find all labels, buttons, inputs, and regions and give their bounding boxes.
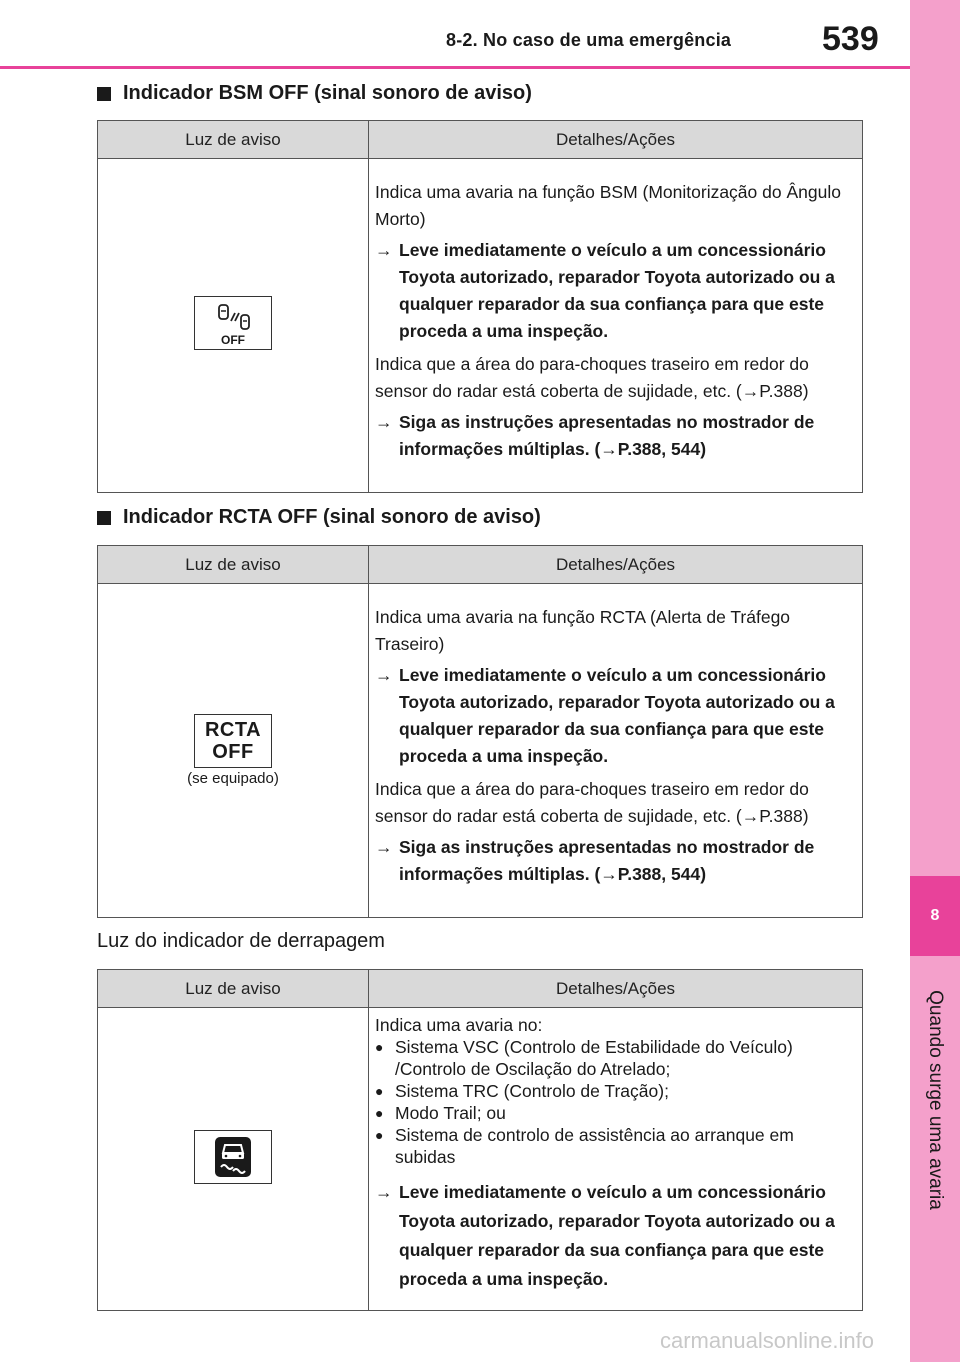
arrow-icon: → bbox=[375, 239, 393, 260]
slip-details-cell bbox=[369, 1008, 863, 1311]
bsm-action-1-text: Leve imediatamente o veículo a um concessionário Toyota autorizado, reparador Toyota autorizado ou a qualquer reparador da sua confiança para que este proceda a uma inspeção. bbox=[399, 239, 835, 341]
rcta-icon-caption: (se equipado) bbox=[187, 770, 279, 787]
arrow-icon: → bbox=[375, 411, 393, 432]
arrow-icon: → bbox=[375, 664, 393, 685]
square-bullet-icon bbox=[97, 87, 111, 101]
list-item-text: Sistema VSC (Controlo de Estabilidade do Veículo) /Controlo de Oscilação do Atrelado; bbox=[395, 1037, 793, 1079]
column-header-details: Detalhes/Ações bbox=[369, 546, 863, 584]
bsm-icon-label: OFF bbox=[221, 333, 245, 347]
slip-table bbox=[97, 969, 863, 1311]
chapter-number: 8 bbox=[910, 876, 960, 956]
rcta-icon-line2: OFF bbox=[212, 741, 254, 763]
column-header-icon: Luz de aviso bbox=[98, 121, 369, 159]
bsm-heading bbox=[97, 82, 532, 105]
rcta-action-2-text: Siga as instruções apresentadas no mostrador de informações múltiplas. (→P.388, 544) bbox=[399, 836, 815, 884]
bsm-table bbox=[97, 120, 863, 493]
bsm-action-1 bbox=[375, 237, 854, 345]
bsm-details-cell bbox=[369, 159, 863, 493]
arrow-icon: → bbox=[375, 836, 393, 857]
header-divider bbox=[0, 66, 910, 69]
bullet-icon: ● bbox=[375, 1105, 384, 1121]
watermark: carmanualsonline.info bbox=[660, 1328, 875, 1353]
page-number: 539 bbox=[822, 20, 879, 58]
rcta-icon-cell bbox=[98, 584, 369, 918]
list-item bbox=[375, 1102, 854, 1124]
rcta-detail-text-1: Indica uma avaria na função RCTA (Alerta de Tráfego Traseiro) bbox=[375, 606, 791, 654]
rcta-detail-text-2: Indica que a área do para-choques traseiro em redor do sensor do radar está coberta de sujidade, etc. (→P.388) bbox=[375, 778, 809, 826]
slip-indicator-icon bbox=[194, 1130, 272, 1184]
rcta-heading bbox=[97, 506, 541, 529]
column-header-details: Detalhes/Ações bbox=[369, 970, 863, 1008]
rcta-details-cell bbox=[369, 584, 863, 918]
bsm-heading-text: Indicador BSM OFF (sinal sonoro de aviso) bbox=[123, 82, 532, 104]
section-title: 8-2. No caso de uma emergência bbox=[446, 30, 732, 50]
arrow-icon: → bbox=[375, 1182, 393, 1202]
bsm-detail-text-2: Indica que a área do para-choques traseiro em redor do sensor do radar está coberta de sujidade, etc. (→P.388) bbox=[375, 353, 809, 401]
rcta-icon-line1: RCTA bbox=[204, 719, 262, 741]
list-item bbox=[375, 1036, 854, 1080]
list-item-text: Sistema de controlo de assistência ao arranque em subidas bbox=[395, 1125, 794, 1167]
slip-malfunction-list bbox=[375, 1014, 854, 1168]
rcta-off-icon bbox=[194, 714, 272, 768]
rcta-action-1-text: Leve imediatamente o veículo a um concessionário Toyota autorizado, reparador Toyota autorizado ou a qualquer reparador da sua confiança para que este proceda a uma inspeção. bbox=[399, 664, 835, 766]
bsm-detail-text-1: Indica uma avaria na função BSM (Monitorização do Ângulo Morto) bbox=[375, 181, 841, 229]
square-bullet-icon bbox=[97, 511, 111, 525]
list-item-text: Modo Trail; ou bbox=[395, 1103, 506, 1123]
bsm-action-2-text: Siga as instruções apresentadas no mostrador de informações múltiplas. (→P.388, 544) bbox=[399, 411, 815, 459]
list-item bbox=[375, 1080, 854, 1102]
bsm-off-icon bbox=[194, 296, 272, 350]
rcta-table bbox=[97, 545, 863, 918]
slip-icon-cell bbox=[98, 1008, 369, 1311]
chapter-label: Quando surge uma avaria bbox=[925, 990, 946, 1210]
bullet-icon: ● bbox=[375, 1039, 384, 1055]
column-header-icon: Luz de aviso bbox=[98, 546, 369, 584]
rcta-action-1 bbox=[375, 662, 854, 770]
rcta-heading-text: Indicador RCTA OFF (sinal sonoro de aviso) bbox=[123, 506, 541, 528]
list-item-text: Sistema TRC (Controlo de Tração); bbox=[395, 1081, 669, 1101]
slip-action-1 bbox=[375, 1178, 854, 1294]
bullet-icon: ● bbox=[375, 1083, 384, 1099]
bsm-action-2 bbox=[375, 409, 854, 463]
column-header-details: Detalhes/Ações bbox=[369, 121, 863, 159]
list-item bbox=[375, 1124, 854, 1168]
slip-intro: Indica uma avaria no: bbox=[375, 1015, 543, 1035]
column-header-icon: Luz de aviso bbox=[98, 970, 369, 1008]
bullet-icon: ● bbox=[375, 1127, 384, 1143]
slip-heading: Luz do indicador de derrapagem bbox=[97, 930, 385, 952]
slip-action-1-text: Leve imediatamente o veículo a um concessionário Toyota autorizado, reparador Toyota autorizado ou a qualquer reparador da sua confiança para que este proceda a uma inspeção. bbox=[399, 1182, 835, 1289]
bsm-icon-cell bbox=[98, 159, 369, 493]
rcta-action-2 bbox=[375, 834, 854, 888]
